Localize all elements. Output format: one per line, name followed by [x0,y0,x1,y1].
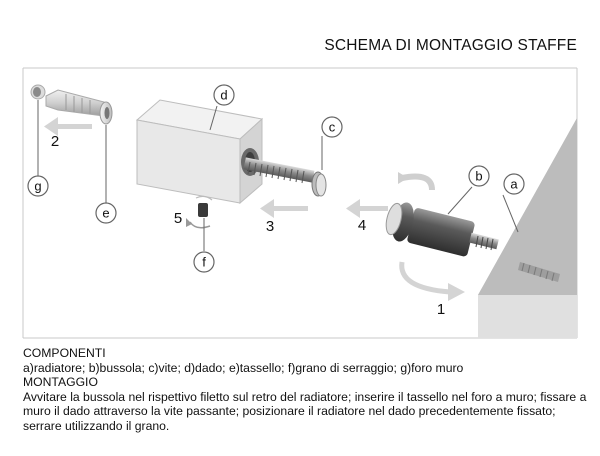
label-f [194,252,214,272]
svg-text:c: c [328,119,336,135]
svg-text:e: e [102,205,110,221]
components-list: a)radiatore; b)bussola; c)vite; d)dado; e)tassello; f)grano di serraggio; g)foro muro [23,360,464,375]
arrow-step-3 [260,199,308,218]
step-number-5: 5 [173,210,183,227]
label-g [28,176,48,196]
wall-hole-shape [31,85,45,99]
step-number-2: 2 [50,133,60,150]
arrow-step-4 [346,199,388,218]
nut-shape [137,100,262,203]
label-a [504,174,524,194]
step-number-3: 3 [265,218,275,235]
label-d [214,85,234,105]
label-b [469,166,489,186]
grub-screw-shape [186,196,212,227]
svg-text:g: g [34,178,42,194]
radiator-shape [478,118,577,338]
svg-text:f: f [202,254,206,270]
page-title: SCHEMA DI MONTAGGIO STAFFE [324,37,577,54]
svg-text:d: d [220,87,228,103]
step-number-1: 1 [436,301,446,318]
arrow-step-1 [402,262,465,301]
step-number-4: 4 [357,217,367,234]
svg-text:b: b [475,168,483,184]
svg-text:a: a [510,176,518,192]
assembly-instructions: Avvitare la bussola nel rispettivo filetto sul retro del radiatore; inserire il tassello nel foro a muro; fissare a muro il dado attraverso la vite passante; posizionare il radiatore nel dado precedentemente fissato; serrare utilizzando il grano. [23,389,587,433]
label-e [96,203,116,223]
components-heading: COMPONENTI [23,346,106,360]
instructions-text [23,346,593,434]
assembly-heading: MONTAGGIO [23,375,98,390]
label-c [322,117,342,137]
